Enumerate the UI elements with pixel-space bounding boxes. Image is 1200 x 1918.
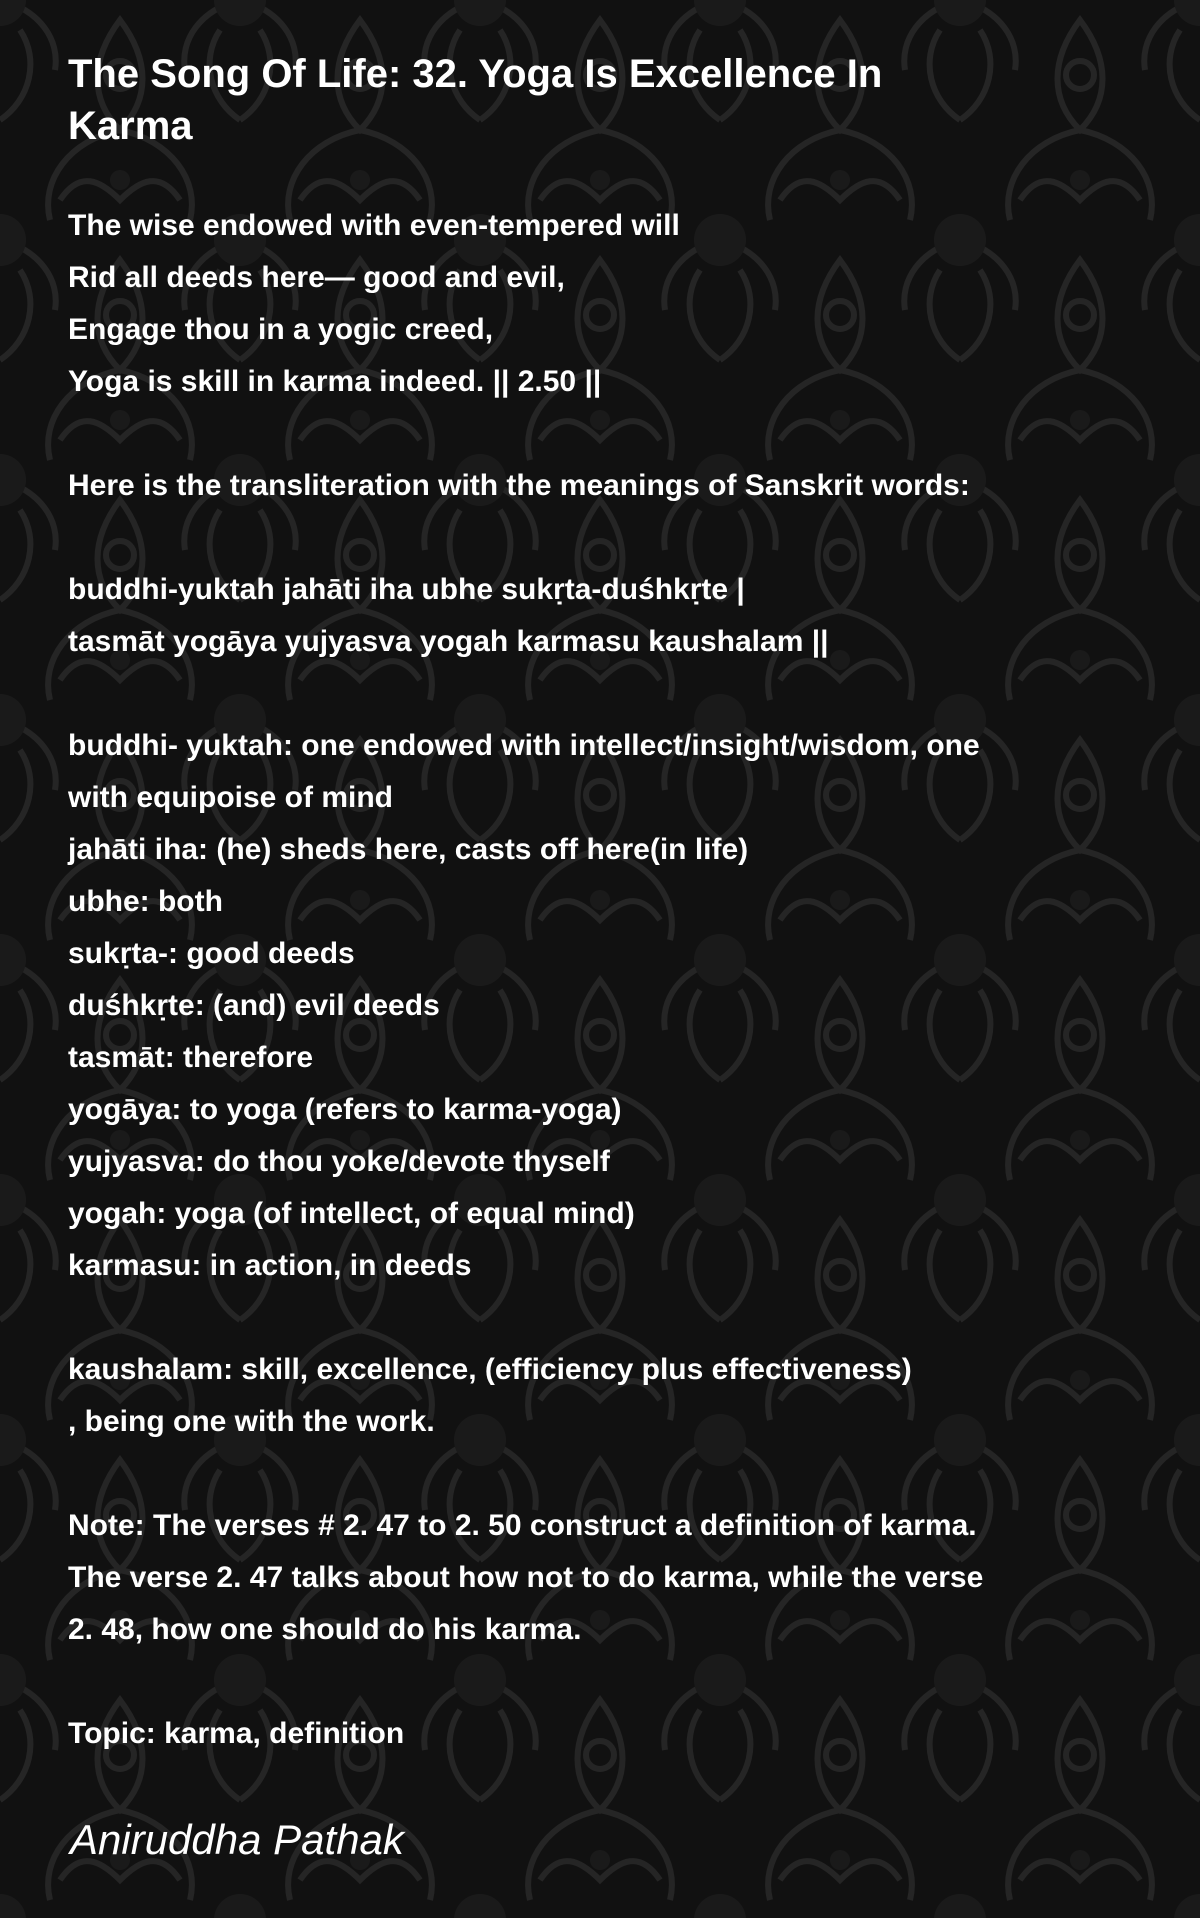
title-line: Karma [68, 104, 193, 148]
blank-line [68, 1448, 1148, 1500]
blank-line [68, 1656, 1148, 1708]
blank-line [68, 512, 1148, 564]
poem-line: yujyasva: do thou yoke/devote thyself [68, 1145, 610, 1178]
poem-body [68, 200, 1148, 1760]
poem-line: sukṛta-: good deeds [68, 937, 355, 970]
poem-author: Aniruddha Pathak [70, 1816, 404, 1863]
poem-line: yogāya: to yoga (refers to karma-yoga) [68, 1093, 622, 1126]
blank-line [68, 668, 1148, 720]
poem-line: buddhi- yuktah: one endowed with intellect/insight/wisdom, one [68, 729, 980, 762]
poem-line: jahāti iha: (he) sheds here, casts off here(in life) [68, 833, 749, 866]
poem-line: Rid all deeds here— good and evil, [68, 261, 565, 294]
poem-line: duśhkṛte: (and) evil deeds [68, 989, 440, 1022]
topic-line: Topic: karma, definition [68, 1717, 405, 1750]
poem-line: Note: The verses # 2. 47 to 2. 50 construct a definition of karma. [68, 1509, 977, 1542]
poem-line: The wise endowed with even-tempered will [68, 209, 680, 242]
poem-line: Engage thou in a yogic creed, [68, 313, 494, 346]
poem-title [68, 48, 1148, 152]
poem-line: The verse 2. 47 talks about how not to do karma, while the verse [68, 1561, 984, 1594]
poem-content [68, 48, 1148, 1760]
poem-line: tasmāt yogāya yujyasva yogah karmasu kaushalam || [68, 625, 829, 658]
poem-line: yogah: yoga (of intellect, of equal mind) [68, 1197, 635, 1230]
title-line: The Song Of Life: 32. Yoga Is Excellence In [68, 52, 883, 96]
poem-line: ubhe: both [68, 885, 223, 918]
blank-line [68, 1292, 1148, 1344]
poem-line: buddhi-yuktah jahāti iha ubhe sukṛta-duśhkṛte | [68, 573, 745, 606]
poem-line: Yoga is skill in karma indeed. || 2.50 || [68, 365, 602, 398]
poem-line: kaushalam: skill, excellence, (efficiency plus effectiveness) [68, 1353, 912, 1386]
poem-line: Here is the transliteration with the meanings of Sanskrit words: [68, 469, 970, 502]
poem-line: 2. 48, how one should do his karma. [68, 1613, 582, 1646]
poem-line: with equipoise of mind [68, 781, 393, 814]
poem-line: karmasu: in action, in deeds [68, 1249, 472, 1282]
poem-line: , being one with the work. [68, 1405, 435, 1438]
poem-line: tasmāt: therefore [68, 1041, 314, 1074]
blank-line [68, 408, 1148, 460]
